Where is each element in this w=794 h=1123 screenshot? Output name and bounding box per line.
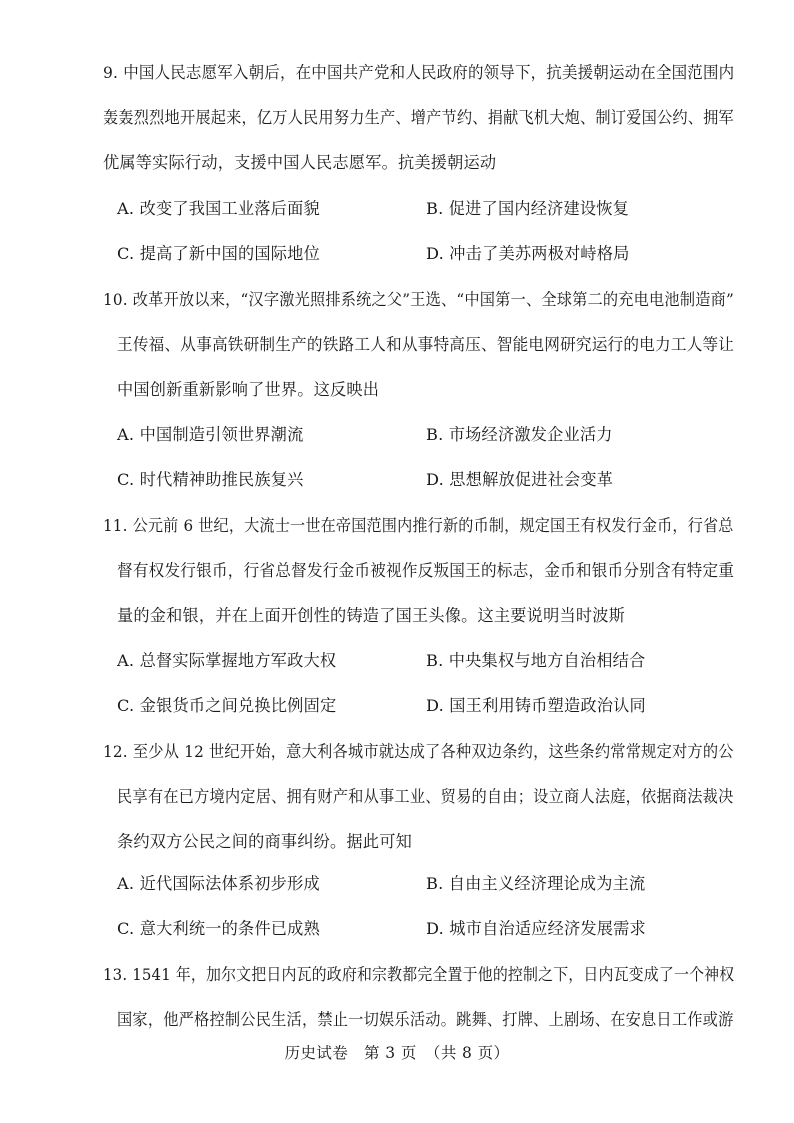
option-a: A. 总督实际掌握地方军政大权 xyxy=(117,651,337,670)
question-stem-line: 条约双方公民之间的商事纠纷。据此可知 xyxy=(117,832,412,851)
question-stem-line: 13. 1541 年，加尔文把日内瓦的政府和宗教都完全置于他的控制之下，日内瓦变成了一个神权 xyxy=(103,965,735,984)
option-c: C. 意大利统一的条件已成熟 xyxy=(117,919,320,938)
option-b: B. 自由主义经济理论成为主流 xyxy=(426,874,646,893)
option-d: D. 国王利用铸币塑造政治认同 xyxy=(426,696,646,715)
question-stem-line: 9. 中国人民志愿军入朝后，在中国共产党和人民政府的领导下，抗美援朝运动在全国范围内 xyxy=(103,63,735,82)
option-c: C. 金银货币之间兑换比例固定 xyxy=(117,696,337,715)
question-stem-line: 王传福、从事高铁研制生产的铁路工人和从事特高压、智能电网研究运行的电力工人等让 xyxy=(117,335,735,354)
option-d: D. 冲击了美苏两极对峙格局 xyxy=(426,244,630,263)
question-stem-line: 量的金和银，并在上面开创性的铸造了国王头像。这主要说明当时波斯 xyxy=(117,606,626,625)
option-d: D. 城市自治适应经济发展需求 xyxy=(426,919,646,938)
option-b: B. 市场经济激发企业活力 xyxy=(426,425,613,444)
option-b: B. 中央集权与地方自治相结合 xyxy=(426,651,646,670)
question-stem-line: 轰轰烈烈地开展起来，亿万人民用努力生产、增产节约、捐献飞机大炮、制订爱国公约、拥军 xyxy=(103,108,734,127)
question-stem-line: 国家，他严格控制公民生活，禁止一切娱乐活动。跳舞、打牌、上剧场、在安息日工作或游 xyxy=(117,1010,734,1029)
option-b: B. 促进了国内经济建设恢复 xyxy=(426,199,630,218)
question-stem-line: 优属等实际行动，支援中国人民志愿军。抗美援朝运动 xyxy=(103,153,497,172)
option-c: C. 提高了新中国的国际地位 xyxy=(117,244,320,263)
question-stem-line: 督有权发行银币，行省总督发行金币被视作反叛国王的标志，金币和银币分别含有特定重 xyxy=(117,561,735,580)
option-d: D. 思想解放促进社会变革 xyxy=(426,470,614,489)
page-footer: 历史试卷 第 3 页 （共 8 页） xyxy=(284,1044,510,1062)
question-stem-line: 民享有在已方境内定居、拥有财产和从事工业、贸易的自由；设立商人法庭，依据商法裁决 xyxy=(117,787,734,806)
option-a: A. 改变了我国工业落后面貌 xyxy=(117,199,320,218)
question-stem-line: 12. 至少从 12 世纪开始，意大利各城市就达成了各种双边条约，这些条约常常规定对方的公 xyxy=(103,742,734,761)
question-stem-line: 11. 公元前 6 世纪，大流士一世在帝国范围内推行新的币制，规定国王有权发行金币，行省总 xyxy=(103,516,734,535)
question-stem-line: 10. 改革开放以来，“汉字激光照排系统之父”王选、“中国第一、全球第二的充电电池制造商” xyxy=(103,290,734,309)
question-stem-line: 中国创新重新影响了世界。这反映出 xyxy=(117,380,380,399)
option-a: A. 近代国际法体系初步形成 xyxy=(117,874,320,893)
option-a: A. 中国制造引领世界潮流 xyxy=(117,425,304,444)
option-c: C. 时代精神助推民族复兴 xyxy=(117,470,304,489)
